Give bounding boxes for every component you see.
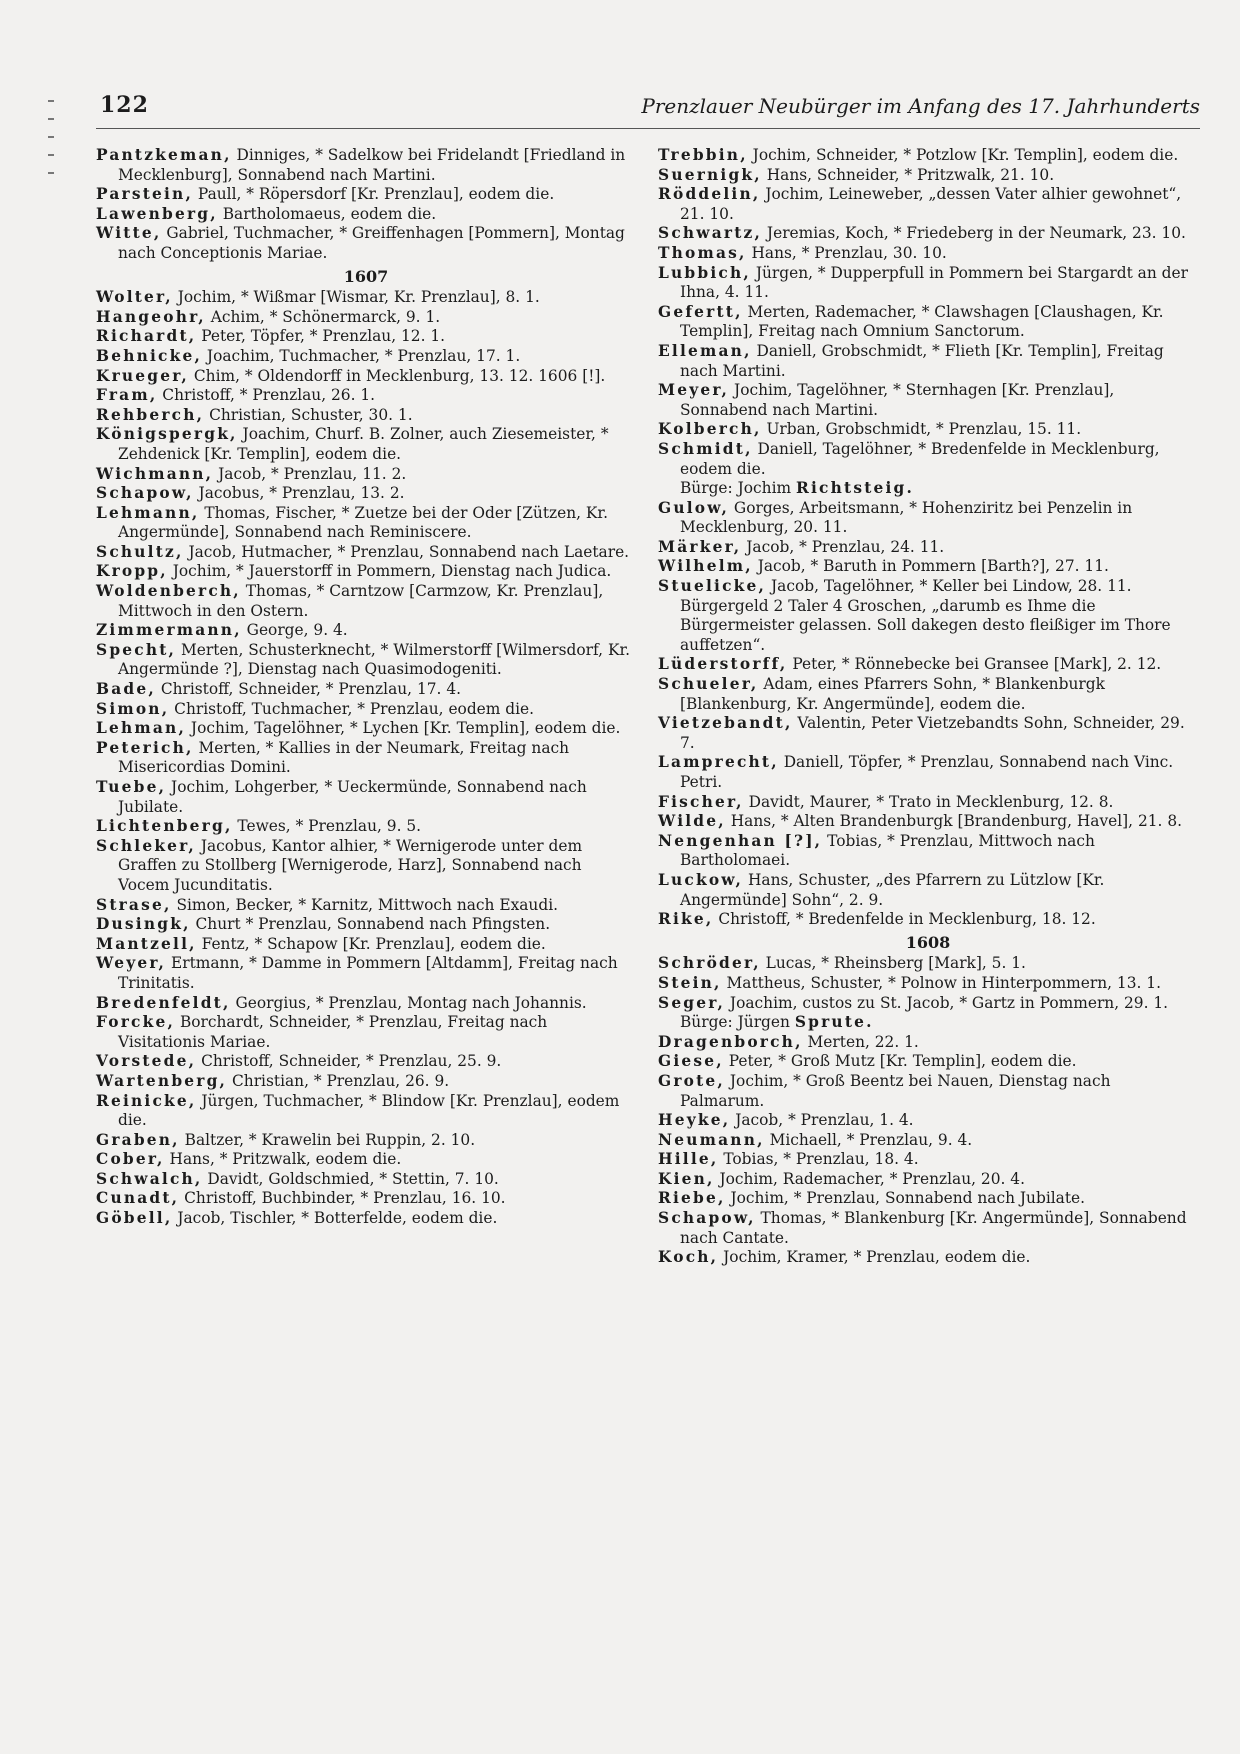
register-entry	[658, 577, 1198, 655]
register-entry	[96, 700, 636, 720]
entry-surname: Weyer,	[96, 954, 167, 973]
register-entry	[96, 288, 636, 308]
entry-surname: Richardt,	[96, 327, 197, 346]
register-entry	[658, 655, 1198, 675]
entry-details: Davidt, Goldschmied, * Stettin, 7. 10.	[207, 1169, 499, 1188]
entry-details: Borchardt, Schneider, * Prenzlau, Freitag nach Visitationis Mariae.	[118, 1013, 548, 1051]
entry-surname: Kolberch,	[658, 420, 762, 439]
guarantor-label: Bürge: Jürgen	[680, 1013, 790, 1032]
entry-surname: Göbell,	[96, 1209, 173, 1228]
register-entry	[658, 1131, 1198, 1151]
entry-details: Jochim, * Prenzlau, Sonnabend nach Jubilate.	[730, 1189, 1086, 1208]
register-entry	[96, 1150, 636, 1170]
entry-details: Christoff, Schneider, * Prenzlau, 25. 9.	[201, 1052, 502, 1071]
entry-surname: Gefertt,	[658, 302, 743, 321]
entry-details: Daniell, Tagelöhner, * Bredenfelde in Mecklenburg, eodem die.	[680, 439, 1160, 478]
register-entry	[96, 185, 636, 205]
entry-details: Merten, Rademacher, * Clawshagen [Claushagen, Kr. Templin], Freitag nach Omnium Sanctorum.	[680, 302, 1164, 341]
entry-details: Thomas, Fischer, * Zuetze bei der Oder [Zützen, Kr. Angermünde], Sonnabend nach Reminiscere.	[118, 503, 608, 542]
entry-details: Jacobus, Kantor alhier, * Wernigerode unter dem Graffen zu Stollberg [Wernigerode, Harz], Sonnabend nach Vocem Jucunditatis.	[118, 836, 583, 894]
entry-details: Davidt, Maurer, * Trato in Mecklenburg, 12. 8.	[748, 792, 1114, 811]
entry-details: Hans, Schneider, * Pritzwalk, 21. 10.	[766, 165, 1055, 184]
register-entry	[96, 1131, 636, 1151]
entry-details: Baltzer, * Krawelin bei Ruppin, 2. 10.	[184, 1130, 476, 1149]
entry-surname: Lichtenberg,	[96, 817, 233, 836]
entry-details: Jacobus, * Prenzlau, 13. 2.	[198, 484, 405, 503]
entry-surname: Gulow,	[658, 498, 729, 517]
register-entry	[658, 871, 1198, 910]
register-entry	[96, 406, 636, 426]
entry-surname: Lehman,	[96, 719, 187, 738]
entry-surname: Krueger,	[96, 366, 189, 385]
entry-details: Achim, * Schönermarck, 9. 1.	[210, 307, 441, 326]
register-entry	[96, 915, 636, 935]
entry-surname: Schwalch,	[96, 1169, 203, 1188]
guarantor-name: Sprute.	[794, 1013, 874, 1032]
register-entry	[658, 538, 1198, 558]
entry-details: Thomas, * Carntzow [Carmzow, Kr. Prenzlau], Mittwoch in den Ostern.	[118, 582, 604, 620]
entry-surname: Suernigk,	[658, 165, 762, 184]
entry-surname: Lamprecht,	[658, 753, 779, 772]
entry-details: Churt * Prenzlau, Sonnabend nach Pfingsten.	[195, 915, 551, 934]
register-entry	[96, 386, 636, 406]
entry-details: Jacob, * Prenzlau, 11. 2.	[218, 464, 407, 483]
register-entry	[658, 244, 1198, 264]
register-entry	[658, 381, 1198, 420]
entry-details: Peter, * Rönnebecke bei Gransee [Mark], 2. 12.	[792, 655, 1162, 674]
entry-surname: Rike,	[658, 910, 714, 929]
entry-surname: Wolter,	[96, 288, 173, 307]
register-entry	[96, 425, 636, 464]
guarantor-line	[658, 1013, 1198, 1033]
register-entry	[658, 954, 1198, 974]
entry-details: Jeremias, Koch, * Friedeberg in der Neumark, 23. 10.	[766, 224, 1186, 243]
entry-surname: Schultz,	[96, 542, 184, 561]
register-entry	[658, 303, 1198, 342]
entry-surname: Bade,	[96, 680, 156, 699]
register-entry	[658, 675, 1198, 714]
register-entry	[658, 1111, 1198, 1131]
entry-surname: Parstein,	[96, 185, 194, 204]
entry-details: Daniell, Grobschmidt, * Flieth [Kr. Templin], Freitag nach Martini.	[680, 341, 1164, 380]
entry-surname: Cober,	[96, 1150, 165, 1169]
entry-surname: Tuebe,	[96, 778, 167, 796]
register-entry	[658, 1150, 1198, 1170]
register-entry	[658, 974, 1198, 994]
entry-surname: Meyer,	[658, 381, 730, 400]
entry-details: Jochim, Kramer, * Prenzlau, eodem die.	[723, 1248, 1031, 1267]
entry-details: Tobias, * Prenzlau, Mittwoch nach Bartholomaei.	[680, 831, 1095, 870]
entry-surname: Trebbin,	[658, 146, 748, 164]
entry-surname: Reinicke,	[96, 1091, 197, 1110]
register-entry	[658, 1209, 1198, 1248]
entry-details: Fentz, * Schapow [Kr. Prenzlau], eodem die.	[201, 934, 546, 953]
entry-surname: Wilhelm,	[658, 557, 753, 576]
year-heading: 1608	[905, 932, 951, 952]
entry-surname: Peterich,	[96, 738, 194, 757]
register-entry	[658, 793, 1198, 813]
register-entry	[658, 264, 1198, 303]
entry-details: Jacob, Tagelöhner, * Keller bei Lindow, 28. 11. Bürgergeld 2 Taler 4 Groschen, „darumb es Ihme die Bürgermeister gelassen. Soll dakegen desto fleißiger im Thore auffetzen“.	[680, 577, 1171, 654]
entry-surname: Schwartz,	[658, 224, 763, 243]
entry-surname: Schmidt,	[658, 439, 753, 458]
entry-details: Jochim, Schneider, * Potzlow [Kr. Templin], eodem die.	[752, 146, 1179, 164]
entry-details: Joachim, custos zu St. Jacob, * Gartz in Pommern, 29. 1.	[729, 993, 1169, 1012]
entry-details: Ertmann, * Damme in Pommern [Altdamm], Freitag nach Trinitatis.	[118, 954, 618, 992]
entry-surname: Simon,	[96, 699, 170, 718]
entry-surname: Stein,	[658, 973, 722, 992]
entry-surname: Wilde,	[658, 812, 726, 831]
entry-details: Jacob, Tischler, * Botterfelde, eodem die.	[177, 1209, 498, 1228]
register-entry	[96, 347, 636, 367]
entry-surname: Schleker,	[96, 836, 196, 855]
register-entry	[96, 1092, 636, 1131]
register-entry	[658, 499, 1198, 538]
entry-surname: Bredenfeldt,	[96, 993, 231, 1012]
entry-surname: Hille,	[658, 1150, 719, 1169]
entry-details: Hans, * Alten Brandenburgk [Brandenburg, Havel], 21. 8.	[730, 812, 1183, 831]
entry-surname: Dragenborch,	[658, 1032, 803, 1051]
register-entry	[658, 166, 1198, 186]
register-entry	[658, 832, 1198, 871]
register-entry	[658, 185, 1198, 224]
entry-details: George, 9. 4.	[246, 621, 348, 640]
register-entry	[96, 1013, 636, 1052]
entry-details: Christian, * Prenzlau, 26. 9.	[232, 1071, 450, 1090]
register-entry	[658, 1189, 1198, 1209]
register-entry	[658, 1248, 1198, 1268]
entry-details: Georgius, * Prenzlau, Montag nach Johannis.	[235, 993, 587, 1012]
entry-details: Jochim, * Jauerstorff in Pommern, Dienstag nach Judica.	[172, 562, 612, 581]
register-entry	[96, 543, 636, 563]
entry-details: Thomas, * Blankenburg [Kr. Angermünde], Sonnabend nach Cantate.	[680, 1209, 1187, 1247]
register-entry	[96, 1072, 636, 1092]
entry-surname: Pantzkeman,	[96, 146, 232, 164]
entry-surname: Lehmann,	[96, 503, 200, 522]
entry-surname: Wartenberg,	[96, 1071, 228, 1090]
entry-details: Joachim, Churf. B. Zolner, auch Ziesemeister, * Zehdenick [Kr. Templin], eodem die.	[118, 425, 609, 463]
entry-details: Christoff, Buchbinder, * Prenzlau, 16. 10.	[184, 1189, 506, 1208]
entry-details: Tobias, * Prenzlau, 18. 4.	[723, 1150, 919, 1169]
entry-details: Lucas, * Rheinsberg [Mark], 5. 1.	[765, 954, 1026, 973]
register-entry	[658, 1052, 1198, 1072]
entry-surname: Mantzell,	[96, 934, 197, 953]
guarantor-line	[658, 479, 1198, 499]
register-entry	[658, 994, 1198, 1014]
register-entry	[96, 146, 636, 185]
register-entry	[658, 1170, 1198, 1190]
binding-mark	[48, 118, 54, 120]
entry-surname: Vietzebandt,	[658, 714, 793, 733]
register-entry	[96, 680, 636, 700]
entry-surname: Fram,	[96, 386, 158, 405]
entry-details: Jürgen, * Dupperpfull in Pommern bei Stargardt an der Ihna, 4. 11.	[680, 263, 1188, 302]
register-entry	[96, 719, 636, 739]
register-entry	[96, 327, 636, 347]
register-entry	[658, 812, 1198, 832]
entry-details: Dinniges, * Sadelkow bei Fridelandt [Friedland in Mecklenburg], Sonnabend nach Martini.	[118, 146, 626, 184]
entry-surname: Elleman,	[658, 341, 752, 360]
entry-surname: Fischer,	[658, 792, 744, 811]
register-entry	[96, 1052, 636, 1072]
register-entry	[96, 935, 636, 955]
entry-details: Jacob, * Prenzlau, 24. 11.	[746, 537, 945, 556]
entry-surname: Lüderstorff,	[658, 655, 788, 674]
register-entry	[658, 1072, 1198, 1111]
register-entry	[96, 504, 636, 543]
register-entry	[658, 420, 1198, 440]
register-entry	[658, 714, 1198, 753]
entry-surname: Stuelicke,	[658, 577, 767, 596]
entry-details: Jacob, Hutmacher, * Prenzlau, Sonnabend nach Laetare.	[188, 542, 630, 561]
page-header	[96, 92, 1200, 129]
register-entry	[96, 621, 636, 641]
register-entry	[96, 1209, 636, 1229]
register-entry	[658, 753, 1198, 792]
entry-surname: Behnicke,	[96, 346, 203, 365]
entry-details: Daniell, Töpfer, * Prenzlau, Sonnabend nach Vinc. Petri.	[680, 753, 1174, 791]
entry-details: Merten, * Kallies in der Neumark, Freitag nach Misericordias Domini.	[118, 738, 570, 777]
register-entry	[96, 205, 636, 225]
register-entry	[96, 1189, 636, 1209]
entry-details: Paull, * Röpersdorf [Kr. Prenzlau], eodem die.	[197, 185, 555, 204]
entry-surname: Vorstede,	[96, 1052, 197, 1071]
entry-surname: Kien,	[658, 1169, 715, 1188]
entry-surname: Hangeohr,	[96, 307, 206, 326]
entry-details: Jacob, * Baruth in Pommern [Barth?], 27. 11.	[757, 557, 1109, 576]
entry-details: Jochim, * Groß Beentz bei Nauen, Dienstag nach Palmarum.	[680, 1071, 1111, 1110]
running-title: Prenzlauer Neubürger im Anfang des 17. Jahrhunderts	[641, 94, 1200, 118]
entry-details: Jochim, Lohgerber, * Ueckermünde, Sonnabend nach Jubilate.	[118, 778, 587, 816]
register-entry	[96, 954, 636, 993]
entry-surname: Schapow,	[658, 1209, 756, 1228]
register-entry	[96, 739, 636, 778]
entry-details: Peter, * Groß Mutz [Kr. Templin], eodem die.	[728, 1052, 1077, 1071]
entry-surname: Strase,	[96, 895, 172, 914]
entry-details: Jacob, * Prenzlau, 1. 4.	[735, 1111, 914, 1130]
register-entry	[96, 484, 636, 504]
entry-surname: Schapow,	[96, 484, 194, 503]
entry-details: Hans, * Prenzlau, 30. 10.	[751, 243, 947, 262]
entry-details: Tewes, * Prenzlau, 9. 5.	[237, 817, 422, 836]
entry-details: Hans, * Pritzwalk, eodem die.	[169, 1150, 402, 1169]
register-entry	[658, 146, 1198, 166]
entry-details: Bartholomaeus, eodem die.	[222, 204, 437, 223]
entry-details: Christian, Schuster, 30. 1.	[209, 405, 413, 424]
entry-details: Jochim, Leineweber, „dessen Vater alhier gewohnet“, 21. 10.	[680, 185, 1182, 223]
entry-surname: Zimmermann,	[96, 621, 242, 640]
entry-details: Joachim, Tuchmacher, * Prenzlau, 17. 1.	[206, 346, 521, 365]
register-entry	[658, 1033, 1198, 1053]
entry-surname: Königspergk,	[96, 425, 238, 444]
entry-details: Christoff, Tuchmacher, * Prenzlau, eodem die.	[174, 699, 535, 718]
entry-surname: Lawenberg,	[96, 204, 218, 223]
entry-surname: Specht,	[96, 640, 177, 659]
guarantor-name: Richtsteig.	[796, 479, 915, 498]
entry-surname: Forcke,	[96, 1013, 176, 1032]
entry-surname: Grote,	[658, 1071, 725, 1090]
entry-surname: Koch,	[658, 1248, 719, 1267]
entry-surname: Dusingk,	[96, 915, 191, 934]
register-entry	[96, 465, 636, 485]
register-entry	[96, 817, 636, 837]
binding-mark	[48, 172, 54, 174]
entry-surname: Witte,	[96, 224, 162, 243]
entry-details: Hans, Schuster, „des Pfarrern zu Lützlow [Kr. Angermünde] Sohn“, 2. 9.	[680, 870, 1105, 909]
register-entry	[658, 440, 1198, 479]
entry-surname: Heyke,	[658, 1111, 731, 1130]
entry-details: Jochim, Tagelöhner, * Sternhagen [Kr. Prenzlau], Sonnabend nach Martini.	[680, 381, 1115, 419]
entry-details: Christoff, Schneider, * Prenzlau, 17. 4.	[160, 680, 462, 699]
entry-details: Valentin, Peter Vietzebandts Sohn, Schneider, 29. 7.	[680, 714, 1185, 752]
entry-details: Urban, Grobschmidt, * Prenzlau, 15. 11.	[766, 420, 1082, 439]
entry-details: Christoff, * Bredenfelde in Mecklenburg, 18. 12.	[718, 910, 1096, 929]
entry-surname: Giese,	[658, 1052, 724, 1071]
entry-surname: Schröder,	[658, 954, 761, 973]
entry-surname: Lubbich,	[658, 263, 751, 282]
entry-surname: Röddelin,	[658, 185, 761, 204]
page-number: 122	[100, 92, 149, 118]
register-entry	[658, 557, 1198, 577]
register-entry	[96, 1170, 636, 1190]
entry-surname: Märker,	[658, 537, 742, 556]
register-entry	[96, 367, 636, 387]
entry-surname: Luckow,	[658, 870, 744, 889]
register-entry	[96, 562, 636, 582]
entry-details: Chim, * Oldendorff in Mecklenburg, 13. 12. 1606 [!].	[193, 366, 606, 385]
entry-details: Mattheus, Schuster, * Polnow in Hinterpommern, 13. 1.	[726, 973, 1161, 992]
binding-mark	[48, 100, 54, 102]
register-entry	[658, 910, 1198, 930]
binding-mark	[48, 154, 54, 156]
entry-details: Jochim, Rademacher, * Prenzlau, 20. 4.	[719, 1169, 1025, 1188]
register-entry	[96, 308, 636, 328]
entry-surname: Cunadt,	[96, 1189, 180, 1208]
register-entry	[96, 896, 636, 916]
entry-details: Jochim, Tagelöhner, * Lychen [Kr. Templin], eodem die.	[190, 719, 621, 738]
entry-surname: Nengenhan [?],	[658, 831, 823, 850]
entry-surname: Wichmann,	[96, 464, 214, 483]
entry-details: Jochim, * Wißmar [Wismar, Kr. Prenzlau], 8. 1.	[177, 288, 540, 307]
left-column	[96, 146, 636, 1229]
register-entry	[658, 224, 1198, 244]
entry-surname: Graben,	[96, 1130, 180, 1149]
entry-details: Merten, 22. 1.	[807, 1032, 919, 1051]
register-entry	[96, 994, 636, 1014]
binding-mark	[48, 136, 54, 138]
year-heading: 1607	[343, 266, 389, 286]
entry-surname: Rehberch,	[96, 405, 205, 424]
entry-surname: Woldenberch,	[96, 582, 241, 601]
entry-surname: Seger,	[658, 993, 726, 1012]
entry-details: Merten, Schusterknecht, * Wilmerstorff [Wilmersdorf, Kr. Angermünde ?], Dienstag nach Quasimodogeniti.	[118, 640, 631, 679]
entry-surname: Schueler,	[658, 675, 759, 694]
register-entry	[96, 778, 636, 817]
entry-surname: Kropp,	[96, 562, 168, 581]
entry-surname: Riebe,	[658, 1189, 726, 1208]
entry-surname: Thomas,	[658, 243, 747, 262]
register-entry	[96, 641, 636, 680]
entry-details: Christoff, * Prenzlau, 26. 1.	[162, 386, 376, 405]
register-entry	[96, 837, 636, 896]
entry-surname: Neumann,	[658, 1130, 765, 1149]
entry-details: Jürgen, Tuchmacher, * Blindow [Kr. Prenzlau], eodem die.	[118, 1091, 620, 1130]
register-entry	[658, 342, 1198, 381]
entry-details: Adam, eines Pfarrers Sohn, * Blankenburgk [Blankenburg, Kr. Angermünde], eodem die.	[680, 675, 1105, 713]
entry-details: Michaell, * Prenzlau, 9. 4.	[769, 1130, 973, 1149]
entry-details: Simon, Becker, * Karnitz, Mittwoch nach Exaudi.	[176, 895, 559, 914]
entry-details: Gorges, Arbeitsmann, * Hohenziritz bei Penzelin in Mecklenburg, 20. 11.	[680, 498, 1133, 537]
guarantor-label: Bürge: Jochim	[680, 479, 792, 498]
entry-details: Peter, Töpfer, * Prenzlau, 12. 1.	[201, 327, 446, 346]
register-entry	[96, 582, 636, 621]
right-column	[658, 146, 1198, 1268]
register-entry	[96, 224, 636, 263]
entry-details: Gabriel, Tuchmacher, * Greiffenhagen [Pommern], Montag nach Conceptionis Mariae.	[118, 224, 625, 262]
